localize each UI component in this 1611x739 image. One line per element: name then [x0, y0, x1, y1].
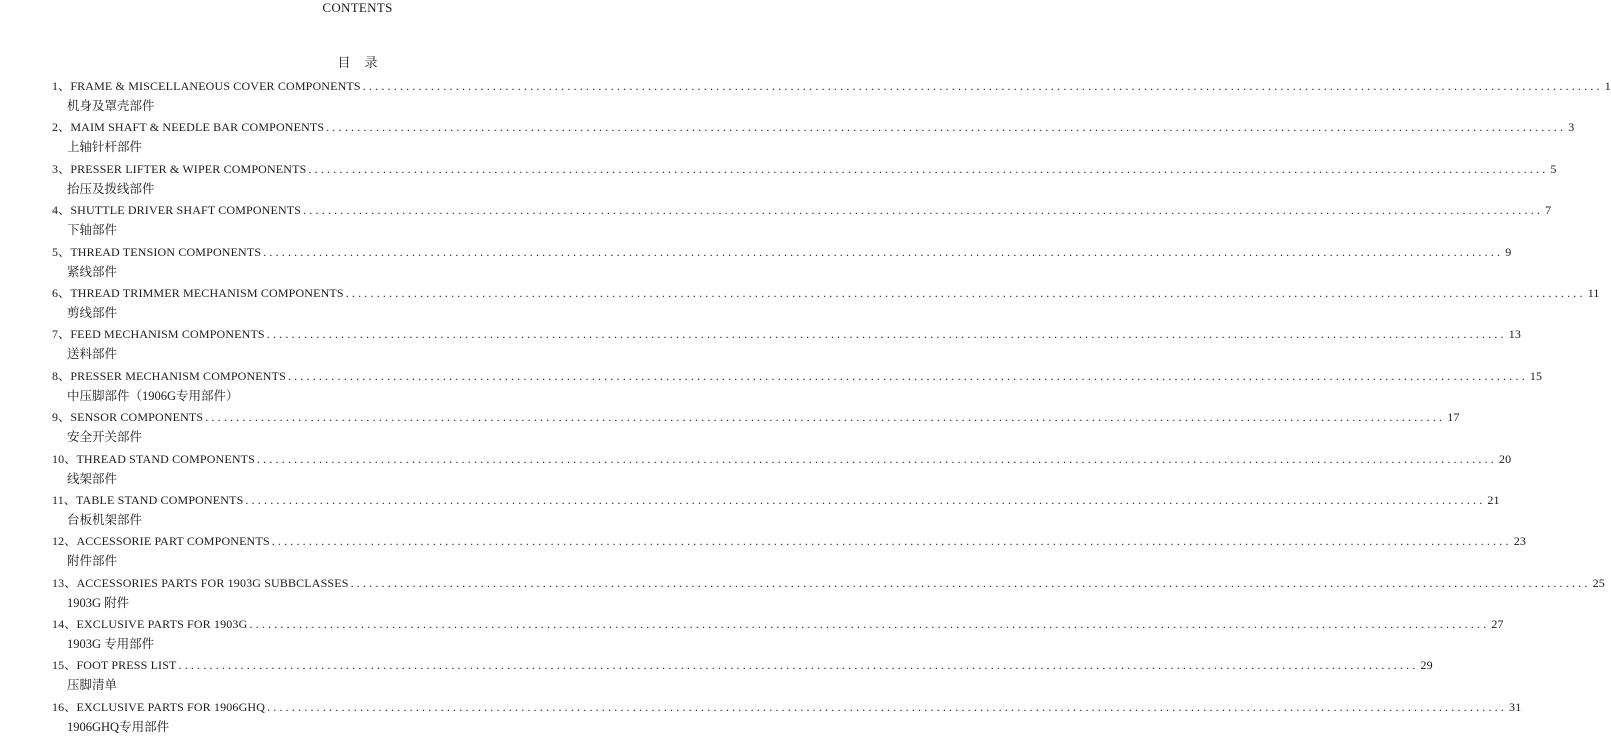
toc-chinese-label: 1903G 附件: [67, 595, 130, 610]
toc-chinese-label: 安全开关部件: [67, 430, 143, 445]
toc-line: [52, 491, 1500, 510]
toc-label: TABLE STAND COMPONENTS: [76, 492, 244, 507]
toc-page-number: 7: [1545, 203, 1552, 218]
toc-leader-dots: ........................................................................................................................................................................................................: [345, 285, 1586, 300]
toc-leader-dots: ........................................................................................................................................................................................................: [245, 492, 1486, 507]
toc-number: 10、: [52, 451, 77, 466]
toc-label: SHUTTLE DRIVER SHAFT COMPONENTS: [70, 203, 302, 218]
contents-title-chinese: 目录: [337, 55, 392, 70]
toc-number: 16、: [52, 699, 77, 714]
toc-label: THREAD TRIMMER MECHANISM COMPONENTS: [70, 285, 344, 300]
toc-leader-dots: ........................................................................................................................................................................................................: [308, 161, 1549, 176]
toc-line: [52, 532, 1526, 551]
toc-number: 7、: [52, 327, 71, 342]
toc-number: 8、: [52, 368, 71, 383]
toc-chinese-label: 附件部件: [67, 554, 118, 569]
toc-page-number: 27: [1491, 617, 1504, 632]
toc-line: [52, 656, 1433, 675]
toc-page-number: 5: [1550, 161, 1557, 176]
toc-page-number: 1: [1604, 79, 1611, 93]
toc-chinese-label: 压脚清单: [67, 678, 118, 693]
toc-entry: [52, 532, 1526, 573]
toc-chinese-label: 抬压及拨线部件: [67, 181, 155, 196]
toc-label: FEED MECHANISM COMPONENTS: [70, 327, 265, 342]
toc-entry: [52, 615, 1504, 656]
toc-leader-dots: ........................................................................................................................................................................................................: [178, 658, 1419, 673]
toc-page-number: 15: [1529, 368, 1543, 383]
toc-number: 5、: [52, 244, 71, 259]
toc-number: 9、: [52, 410, 71, 425]
toc-entry: [52, 574, 1605, 615]
toc-label: EXCLUSIVE PARTS FOR 1903G: [76, 617, 248, 632]
toc-chinese-label: 中压脚部件（1906G专用部件）: [67, 388, 239, 403]
toc-label: MAIM SHAFT & NEEDLE BAR COMPONENTS: [70, 120, 325, 135]
toc-leader-dots: ........................................................................................................................................................................................................: [303, 203, 1544, 218]
toc-line: [52, 201, 1552, 220]
toc-line: [52, 408, 1460, 427]
toc-line: [52, 615, 1504, 634]
toc-chinese-label: 下轴部件: [67, 223, 118, 238]
toc-entry: [52, 367, 1543, 408]
toc-page-number: 9: [1505, 244, 1512, 259]
toc-entry: [52, 325, 1522, 366]
toc-number: 3、: [52, 161, 71, 176]
toc-line: [52, 450, 1512, 469]
toc-number: 2、: [52, 120, 71, 135]
toc-label: ACCESSORIE PART COMPONENTS: [76, 534, 270, 549]
toc-page-number: 3: [1568, 120, 1575, 135]
toc-line: [52, 77, 1611, 96]
toc-chinese-label: 剪线部件: [67, 305, 118, 320]
toc-line: [52, 698, 1522, 717]
toc-label: SENSOR COMPONENTS: [70, 410, 204, 425]
toc-label: PRESSER LIFTER & WIPER COMPONENTS: [70, 161, 307, 176]
toc-line: [52, 160, 1557, 179]
toc-number: 11、: [52, 492, 77, 507]
toc-line: [52, 325, 1522, 344]
toc-page-number: 17: [1447, 410, 1460, 425]
toc-label: ACCESSORIES PARTS FOR 1903G SUBBCLASSES: [76, 575, 349, 590]
toc-line: [52, 243, 1512, 262]
toc-page-number: 25: [1592, 575, 1605, 590]
toc-number: 1、: [52, 79, 71, 93]
toc-entry: [52, 408, 1460, 449]
toc-line: [52, 574, 1605, 593]
toc-label: PRESSER MECHANISM COMPONENTS: [70, 368, 286, 383]
toc-number: 13、: [52, 575, 77, 590]
toc-leader-dots: ........................................................................................................................................................................................................: [271, 534, 1512, 549]
toc-page-number: 20: [1498, 451, 1512, 466]
toc-page-number: 11: [1587, 285, 1600, 300]
toc-chinese-label: 机身及罩壳部件: [67, 99, 155, 113]
toc-leader-dots: ........................................................................................................................................................................................................: [287, 368, 1528, 383]
toc-chinese-label: 紧线部件: [67, 264, 118, 279]
toc-number: 15、: [52, 658, 77, 673]
toc-entry: [52, 284, 1600, 325]
toc-entry: [52, 491, 1500, 532]
toc-chinese-label: 台板机架部件: [67, 512, 143, 527]
toc-label: THREAD STAND COMPONENTS: [76, 451, 255, 466]
toc-entry: [52, 201, 1552, 242]
toc-entry: [52, 450, 1512, 491]
toc-label: FOOT PRESS LIST: [76, 658, 177, 673]
toc-page-number: 13: [1508, 327, 1522, 342]
toc-line: [52, 367, 1543, 386]
toc-chinese-label: 上轴针杆部件: [67, 140, 143, 155]
toc-chinese-label: 线架部件: [67, 471, 118, 486]
toc-leader-dots: ........................................................................................................................................................................................................: [266, 327, 1507, 342]
toc-line: [52, 118, 1575, 137]
table-of-contents: [52, 77, 1611, 739]
toc-leader-dots: ........................................................................................................................................................................................................: [267, 699, 1508, 714]
toc-entry: [52, 160, 1557, 201]
toc-leader-dots: ........................................................................................................................................................................................................: [249, 617, 1490, 632]
toc-number: 4、: [52, 203, 71, 218]
toc-leader-dots: ........................................................................................................................................................................................................: [350, 575, 1591, 590]
toc-entry: [52, 77, 1611, 118]
toc-number: 14、: [52, 617, 77, 632]
toc-entry: [52, 243, 1512, 284]
toc-line: [52, 284, 1600, 303]
toc-page-number: 23: [1513, 534, 1526, 549]
toc-leader-dots: ........................................................................................................................................................................................................: [205, 410, 1446, 425]
toc-chinese-label: 1906GHQ专用部件: [67, 719, 170, 734]
toc-entry: [52, 118, 1575, 159]
toc-leader-dots: ........................................................................................................................................................................................................: [263, 244, 1504, 259]
toc-chinese-label: 送料部件: [67, 347, 118, 362]
toc-entry: [52, 656, 1433, 697]
toc-page-number: 21: [1487, 492, 1500, 507]
toc-number: 12、: [52, 534, 77, 549]
toc-label: THREAD TENSION COMPONENTS: [70, 244, 262, 259]
toc-label: FRAME & MISCELLANEOUS COVER COMPONENTS: [70, 79, 361, 93]
toc-page-number: 31: [1509, 699, 1522, 714]
toc-entry: [52, 698, 1522, 739]
toc-page-number: 29: [1420, 658, 1433, 673]
toc-label: EXCLUSIVE PARTS FOR 1906GHQ: [76, 699, 266, 714]
toc-leader-dots: ........................................................................................................................................................................................................: [256, 451, 1497, 466]
toc-leader-dots: ........................................................................................................................................................................................................: [326, 120, 1567, 135]
toc-leader-dots: ........................................................................................................................................................................................................: [362, 79, 1603, 93]
contents-title: CONTENTS: [322, 0, 393, 15]
toc-number: 6、: [52, 285, 71, 300]
toc-chinese-label: 1903G 专用部件: [67, 637, 155, 652]
